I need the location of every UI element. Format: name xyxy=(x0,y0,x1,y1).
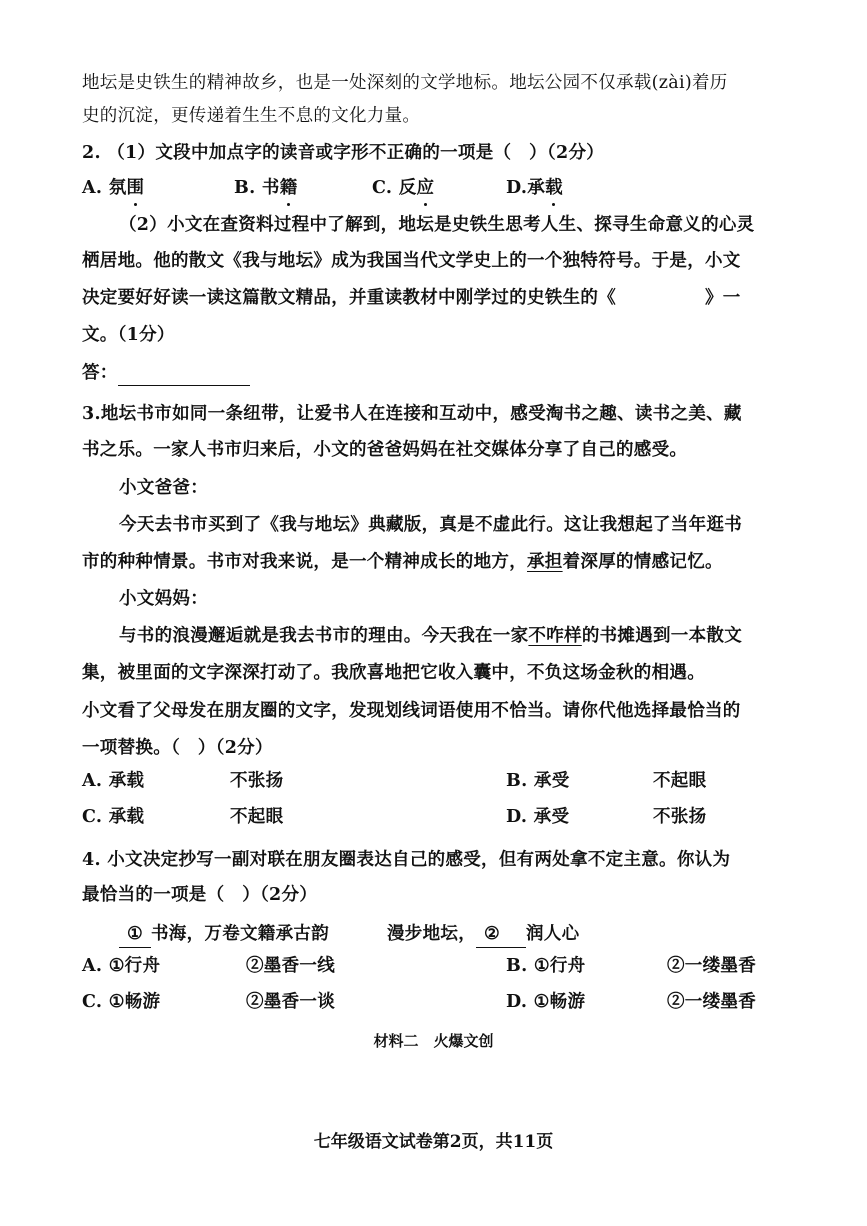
q4-stem-line-2: 最恰当的一项是（ ）（2分） xyxy=(82,885,318,905)
q2-option-c: C. 反应 xyxy=(372,175,434,201)
q2-sub2-line-3: 决定要好好读一读这篇散文精品，并重读教材中刚学过的史铁生的《 》一 xyxy=(82,288,741,308)
mom-line-1: 与书的浪漫邂逅就是我去书市的理由。今天我在一家不咋样的书摊遇到一本散文 xyxy=(119,626,743,646)
couplet-right-post: 润人心 xyxy=(526,924,580,944)
q3-stem-line-1: 3.地坛书市如同一条纽带，让爱书人在连接和互动中，感受淘书之趣、读书之美、藏 xyxy=(82,404,742,424)
mom-label: 小文妈妈： xyxy=(119,589,208,609)
q2-option-d: D.承载 xyxy=(506,175,563,201)
dad-line-1: 今天去书市买到了《我与地坛》典藏版，真是不虚此行。这让我想起了当年逛书 xyxy=(119,515,742,535)
page-footer: 七年级语文试卷第2页，共11页 xyxy=(313,1132,554,1152)
q3-ask-line-1: 小文看了父母发在朋友圈的文字，发现划线词语使用不恰当。请你代他选择最恰当的 xyxy=(82,701,741,721)
exam-page: 地坛是史铁生的精神故乡，也是一处深刻的文学地标。地坛公园不仅承载(zài)着历 史的沉淀，更传递着生生不息的文化力量。 2. （1）文段中加点字的读音或字形不正确的一项是（ ）（2分） A. 氛围 B. 书籍 C. 反应 D.承载 （2）小文在查资料过程中了解到，地坛是史铁生思考人生、探寻生命意义的心灵 栖居地。他的散文《我与地坛》成为我国当代文学史上的一个独特符号。于是，小文 决定要好好读一读这篇散文精品，并重读教材中刚学过的史铁生的《 》一 文。（1分） 答： 3.地坛书市如同一条纽带，让爱书人在连接和互动中，感受淘书之趣、读书之美、藏 书之乐。一家人书市归来后，小文的爸爸妈妈在社交媒体分享了自己的感受。 小文爸爸： 今天去书市买到了《我与地坛》典藏版，真是不虚此行。这让我想起了当年逛书 市的种种情景。书市对我来说，是一个精神成长的地方，承担着深厚的情感记忆。 小文妈妈： 与书的浪漫邂逅就是我去书市的理由。今天我在一家不咋样的书摊遇到一本散文 集，被里面的文字深深打动了。我欣喜地把它收入囊中，不负这场金秋的相遇。 小文看了父母发在朋友圈的文字，发现划线词语使用不恰当。请你代他选择最恰当的 一项替换。（ ）（2分） A. 承载 不张扬 B. 承受 不起眼 C. 承载 不起眼 D. 承受 不张扬 4. 小文决定抄写一副对联在朋友圈表达自己的感受，但有两处拿不定主意。你认为 最恰当的一项是（ ）（2分） ① 书海，万卷文籍承古韵 漫步地坛， ② 润人心 A. ①行舟 ②墨香一线 B. ①行舟 ②一缕墨香 C. ①畅游 ②墨香一谈 D. ①畅游 ②一缕墨香 材料二 火爆文创 七年级语文试卷第2页，共11页 xyxy=(0,0,867,1226)
q3-ask-line-2: 一项替换。（ ）（2分） xyxy=(82,738,273,758)
q2-sub2-line-1: （2）小文在查资料过程中了解到，地坛是史铁生思考人生、探寻生命意义的心灵 xyxy=(119,215,755,235)
q3-option-d: D. 承受 xyxy=(506,807,570,827)
answer-blank[interactable] xyxy=(118,367,250,386)
couplet-blank-1: ① xyxy=(119,921,151,948)
q2-answer-row xyxy=(82,360,250,386)
q2-sub2-line-4: 文。（1分） xyxy=(82,325,175,345)
intro-line-1: 地坛是史铁生的精神故乡，也是一处深刻的文学地标。地坛公园不仅承载(zài)着历 xyxy=(82,73,728,93)
answer-label: 答： xyxy=(82,363,118,383)
mom-line-2: 集，被里面的文字深深打动了。我欣喜地把它收入囊中，不负这场金秋的相遇。 xyxy=(82,663,705,683)
q3-option-a: A. 承载 xyxy=(82,771,145,791)
q3-option-b: B. 承受 xyxy=(506,771,570,791)
q2-sub2-line-2: 栖居地。他的散文《我与地坛》成为我国当代文学史上的一个独特符号。于是，小文 xyxy=(82,251,741,271)
couplet-right-pre: 漫步地坛， xyxy=(387,924,476,944)
q4-option-b: B. ①行舟 xyxy=(506,956,586,976)
section-title: 材料二 火爆文创 xyxy=(373,1032,494,1050)
dad-line-2: 市的种种情景。书市对我来说，是一个精神成长的地方，承担着深厚的情感记忆。 xyxy=(82,552,723,572)
dad-label: 小文爸爸： xyxy=(119,478,208,498)
q2-option-b: B. 书籍 xyxy=(234,175,298,201)
q2-stem: 2. （1）文段中加点字的读音或字形不正确的一项是（ ）（2分） xyxy=(82,143,605,163)
couplet-blank-2: ② xyxy=(476,921,526,948)
q4-stem-line-1: 4. 小文决定抄写一副对联在朋友圈表达自己的感受，但有两处拿不定主意。你认为 xyxy=(82,850,731,870)
q2-option-a: A. 氛围 xyxy=(82,175,144,201)
q4-option-c: C. ①畅游 xyxy=(82,992,161,1012)
underlined-word-buzayang: 不咋样 xyxy=(528,626,582,646)
couplet-row xyxy=(119,921,579,948)
q3-stem-line-2: 书之乐。一家人书市归来后，小文的爸爸妈妈在社交媒体分享了自己的感受。 xyxy=(82,440,688,460)
q4-option-a: A. ①行舟 xyxy=(82,956,161,976)
underlined-word-chengdan: 承担 xyxy=(527,552,563,572)
q4-option-d: D. ①畅游 xyxy=(506,992,586,1012)
q3-option-c: C. 承载 xyxy=(82,807,145,827)
couplet-left: 书海，万卷文籍承古韵 xyxy=(151,924,329,944)
intro-line-2: 史的沉淀，更传递着生生不息的文化力量。 xyxy=(82,106,421,126)
